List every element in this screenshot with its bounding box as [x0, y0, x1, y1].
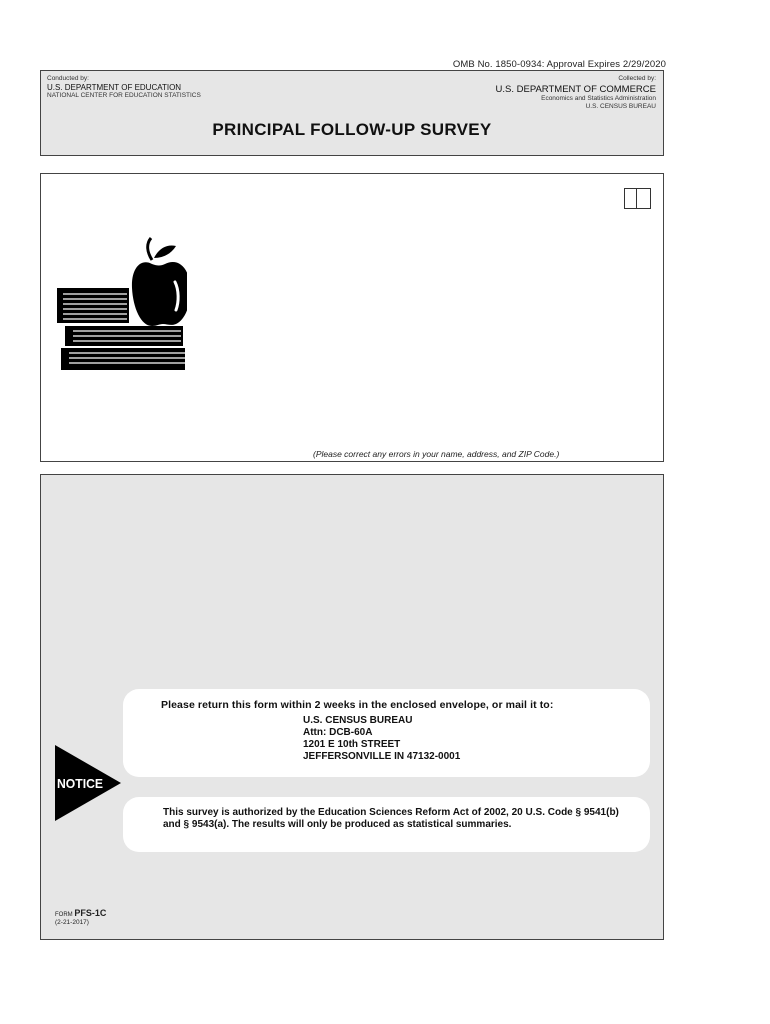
form-code: PFS-1C — [74, 908, 107, 918]
collected-by-label: Collected by: — [618, 75, 656, 82]
conducted-by-agency: U.S. DEPARTMENT OF EDUCATION — [47, 82, 182, 92]
id-checkboxes — [624, 188, 651, 209]
collected-by-sub2: U.S. CENSUS BUREAU — [585, 103, 656, 110]
page-title: PRINCIPAL FOLLOW-UP SURVEY — [212, 120, 492, 139]
books-and-apple-icon — [55, 236, 187, 370]
notice-arrow-icon — [55, 745, 123, 821]
return-address-line4: JEFFERSONVILLE IN 47132-0001 — [303, 751, 461, 762]
conducted-by-label: Conducted by: — [47, 75, 89, 82]
return-address-line3: 1201 E 10th STREET — [303, 739, 401, 750]
return-address-line1: U.S. CENSUS BUREAU — [303, 715, 413, 726]
return-address — [303, 715, 650, 763]
mailing-address-box — [40, 173, 664, 462]
form-prefix: FORM — [55, 912, 73, 918]
conducted-by-block — [47, 75, 201, 101]
form-date: (2-21-2017) — [55, 919, 89, 926]
collected-by-block — [496, 75, 656, 112]
return-instructions-panel — [123, 689, 650, 777]
survey-header — [40, 70, 664, 156]
omb-approval-text: OMB No. 1850-0934: Approval Expires 2/29/2020 — [452, 59, 666, 70]
authorization-text: This survey is authorized by the Education Sciences Reform Act of 2002, 20 U.S. Code § 9541(b) and § 9543(a). The results will only be produced as statistical summaries. — [163, 807, 619, 830]
conducted-by-sub: NATIONAL CENTER FOR EDUCATION STATISTICS — [47, 92, 201, 99]
correct-errors-note: (Please correct any errors in your name, address, and ZIP Code.) — [313, 449, 560, 459]
notice-section — [40, 474, 664, 940]
checkbox-right[interactable] — [637, 188, 651, 209]
authorization-panel — [123, 797, 650, 852]
checkbox-left[interactable] — [624, 188, 637, 209]
collected-by-agency: U.S. DEPARTMENT OF COMMERCE — [495, 83, 656, 95]
notice-label: NOTICE — [57, 776, 104, 791]
collected-by-sub1: Economics and Statistics Administration — [541, 94, 656, 102]
return-instructions-text: Please return this form within 2 weeks in the enclosed envelope, or mail it to: — [161, 699, 554, 711]
form-identifier — [55, 908, 106, 926]
return-address-line2: Attn: DCB-60A — [303, 727, 373, 738]
